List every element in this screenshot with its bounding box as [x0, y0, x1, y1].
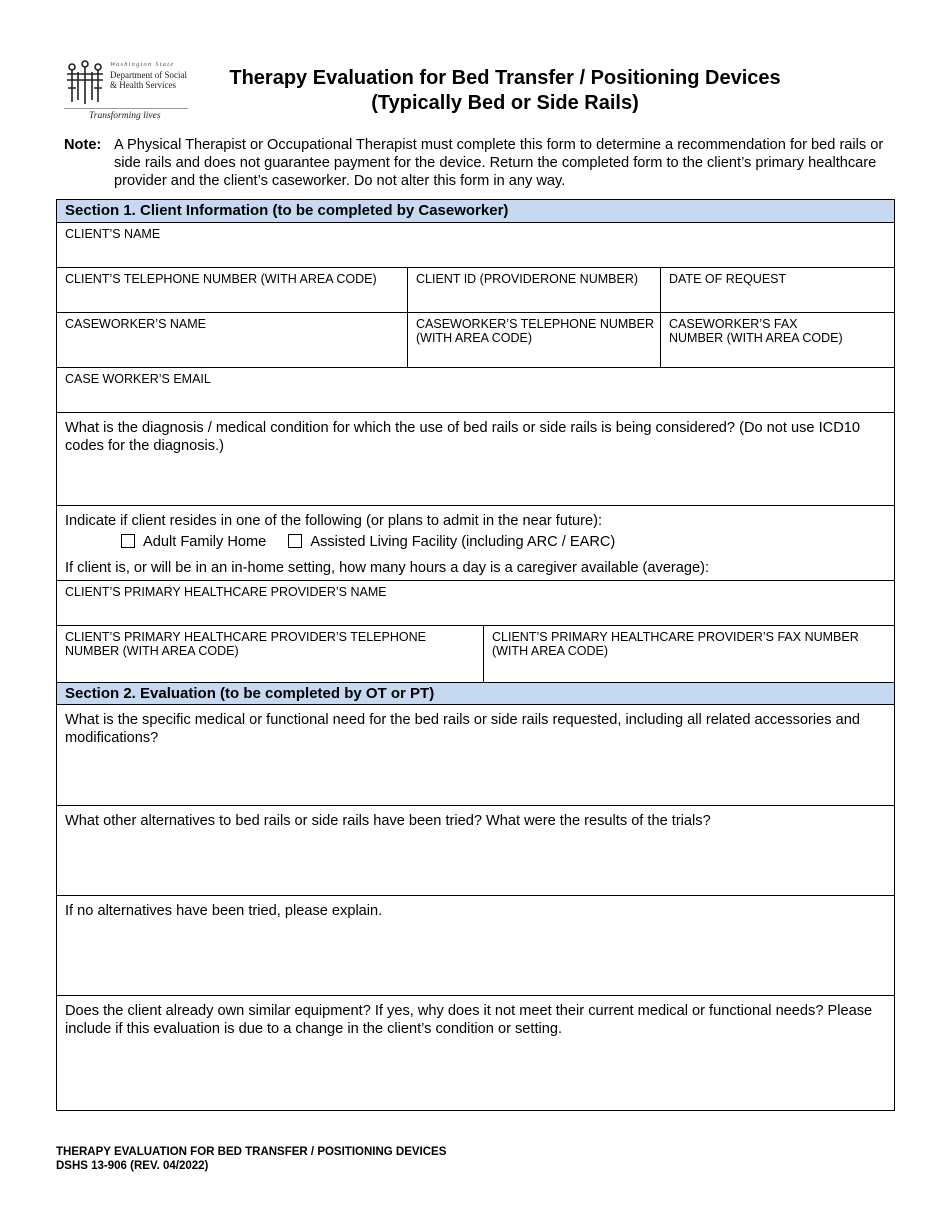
logo-state: Washington State: [110, 61, 175, 68]
assisted-living-option[interactable]: [288, 533, 615, 551]
provider-fax-field[interactable]: [483, 626, 894, 682]
note: [64, 136, 894, 190]
adult-family-home-label: Adult Family Home: [143, 534, 267, 550]
dshs-logo: [64, 58, 188, 124]
form-table: [56, 199, 895, 1111]
adult-family-home-option[interactable]: [121, 533, 266, 551]
explain-field[interactable]: [57, 895, 894, 995]
form-footer: [56, 1145, 446, 1173]
footer-form-number: DSHS 13-906 (REV. 04/2022): [56, 1160, 209, 1172]
section1-header: Section 1. Client Information (to be completed by Caseworker): [57, 200, 894, 222]
equipment-field[interactable]: [57, 995, 894, 1110]
residence-options: [121, 533, 615, 551]
assisted-living-label: Assisted Living Facility (including ARC / EARC): [310, 534, 616, 550]
logo-tagline: Transforming lives: [89, 111, 161, 121]
form-title-line2: (Typically Bed or Side Rails): [371, 92, 639, 114]
section2-header: Section 2. Evaluation (to be completed by OT or PT): [57, 682, 894, 704]
client-name-field[interactable]: [57, 222, 894, 267]
client-info-row: [57, 267, 894, 312]
caseworker-fax-label: CASEWORKER’S FAX NUMBER (WITH AREA CODE): [669, 317, 843, 345]
alternatives-question: What other alternatives to bed rails or side rails have been tried? What were the results of the trials?: [65, 813, 711, 829]
date-of-request-label: DATE OF REQUEST: [669, 272, 787, 286]
date-of-request-field[interactable]: [660, 268, 894, 312]
need-field[interactable]: [57, 704, 894, 805]
footer-form-title: THERAPY EVALUATION FOR BED TRANSFER / POSITIONING DEVICES: [56, 1146, 447, 1158]
caseworker-fax-field[interactable]: [660, 313, 894, 367]
logo-dept-line2: & Health Services: [110, 80, 176, 90]
provider-phone-field[interactable]: [57, 626, 483, 682]
explain-question: If no alternatives have been tried, please explain.: [65, 903, 383, 919]
adult-family-home-checkbox[interactable]: [121, 534, 135, 548]
caseworker-name-field[interactable]: [57, 313, 407, 367]
residence-block: [57, 505, 894, 580]
caseworker-email-field[interactable]: [57, 367, 894, 412]
client-name-label: CLIENT’S NAME: [65, 227, 161, 241]
provider-name-field[interactable]: [57, 580, 894, 625]
client-phone-field[interactable]: [57, 268, 407, 312]
equipment-question: Does the client already own similar equipment? If yes, why does it not meet their current medical or functional needs? Please include if this evaluation is due to a change in the client’s condition or setting.: [65, 1003, 873, 1037]
caregiver-hours-question[interactable]: If client is, or will be in an in-home setting, how many hours a day is a caregiver available (average):: [65, 560, 710, 576]
note-text: A Physical Therapist or Occupational Therapist must complete this form to determine a recommendation for bed rails or side rails and does not guarantee payment for the device. Return the completed form to the client’s primary healthcare provider and the client’s caseworker. Do not alter this form in any way.: [114, 137, 884, 189]
caseworker-name-label: CASEWORKER’S NAME: [65, 317, 206, 331]
logo-divider: [64, 108, 188, 109]
provider-phone-label: CLIENT’S PRIMARY HEALTHCARE PROVIDER’S TELEPHONE NUMBER (WITH AREA CODE): [65, 630, 426, 658]
alternatives-field[interactable]: [57, 805, 894, 895]
assisted-living-checkbox[interactable]: [288, 534, 302, 548]
client-id-field[interactable]: [407, 268, 660, 312]
form-title-line1: Therapy Evaluation for Bed Transfer / Positioning Devices: [229, 67, 781, 89]
diagnosis-field[interactable]: [57, 412, 894, 505]
client-phone-label: CLIENT’S TELEPHONE NUMBER (WITH AREA CODE): [65, 272, 377, 286]
caseworker-phone-label: CASEWORKER’S TELEPHONE NUMBER (WITH AREA CODE): [416, 317, 655, 345]
dshs-emblem-icon: [64, 60, 106, 106]
caseworker-row: [57, 312, 894, 367]
diagnosis-question: What is the diagnosis / medical condition for which the use of bed rails or side rails is being considered? (Do not use ICD10 codes for the diagnosis.): [65, 420, 860, 454]
form-title: [200, 66, 810, 116]
residence-question: Indicate if client resides in one of the following (or plans to admit in the near future):: [65, 513, 603, 529]
need-question: What is the specific medical or functional need for the bed rails or side rails requested, including all related accessories and modifications?: [65, 712, 860, 746]
client-id-label: CLIENT ID (PROVIDERONE NUMBER): [416, 272, 639, 286]
provider-name-label: CLIENT’S PRIMARY HEALTHCARE PROVIDER’S NAME: [65, 585, 387, 599]
logo-dept-line1: Department of Social: [110, 70, 187, 80]
provider-contact-row: [57, 625, 894, 682]
caseworker-email-label: CASE WORKER’S EMAIL: [65, 372, 211, 386]
provider-fax-label: CLIENT’S PRIMARY HEALTHCARE PROVIDER’S FAX NUMBER (WITH AREA CODE): [492, 630, 859, 658]
caseworker-phone-field[interactable]: [407, 313, 660, 367]
logo-text: [110, 60, 187, 90]
note-label: Note:: [64, 137, 102, 153]
